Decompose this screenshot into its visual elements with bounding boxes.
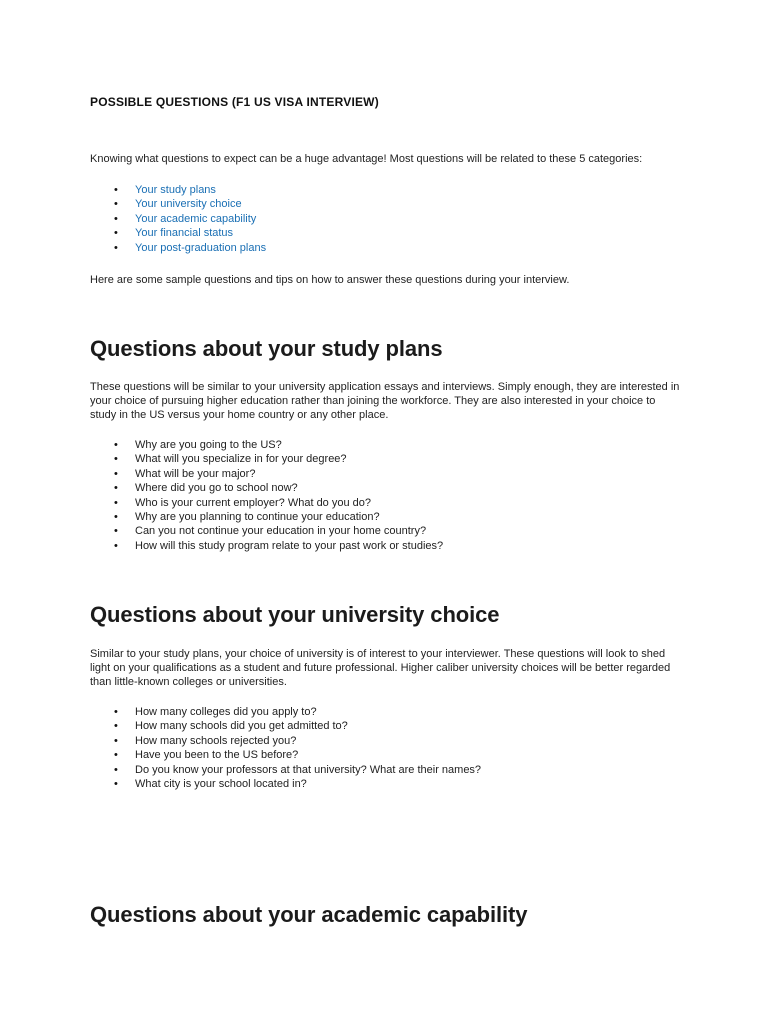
- question-list-university-choice: [90, 705, 481, 791]
- list-item: • What will you specialize in for your degree?: [90, 452, 443, 466]
- section-heading-university-choice: Questions about your university choice: [90, 602, 500, 627]
- list-item: • Have you been to the US before?: [90, 748, 481, 762]
- list-item: • Can you not continue your education in your home country?: [90, 524, 443, 538]
- category-item-university-choice[interactable]: • Your university choice: [90, 197, 266, 211]
- list-item: • How will this study program relate to your past work or studies?: [90, 539, 443, 553]
- list-item: • How many colleges did you apply to?: [90, 705, 481, 719]
- intro-paragraph: Knowing what questions to expect can be a huge advantage! Most questions will be related to these 5 categories:: [90, 153, 643, 165]
- list-item: • What will be your major?: [90, 467, 443, 481]
- category-list: [90, 183, 266, 255]
- section-heading-study-plans: Questions about your study plans: [90, 336, 443, 361]
- list-item: • Where did you go to school now?: [90, 481, 443, 495]
- section-heading-academic-capability: Questions about your academic capability: [90, 902, 528, 927]
- category-item-academic-capability[interactable]: • Your academic capability: [90, 212, 266, 226]
- question-list-study-plans: [90, 438, 443, 553]
- list-item: • Do you know your professors at that university? What are their names?: [90, 763, 481, 777]
- list-item: • Why are you planning to continue your education?: [90, 510, 443, 524]
- list-item: • Who is your current employer? What do you do?: [90, 496, 443, 510]
- list-item: • How many schools rejected you?: [90, 734, 481, 748]
- list-item: • What city is your school located in?: [90, 777, 481, 791]
- list-item: • How many schools did you get admitted to?: [90, 719, 481, 733]
- category-item-post-graduation-plans[interactable]: • Your post-graduation plans: [90, 241, 266, 255]
- category-item-financial-status[interactable]: • Your financial status: [90, 226, 266, 240]
- category-item-study-plans[interactable]: • Your study plans: [90, 183, 266, 197]
- section-paragraph-study-plans: These questions will be similar to your university application essays and interviews. Simply enough, they are interested in your choice of pursuing higher education rather than joining the workforce. They are also interested in your choice to study in the US versus your home country or any other place.: [90, 381, 680, 421]
- tips-intro-paragraph: Here are some sample questions and tips on how to answer these questions during your interview.: [90, 274, 570, 286]
- document-title: POSSIBLE QUESTIONS (F1 US VISA INTERVIEW): [90, 95, 379, 109]
- section-paragraph-university-choice: Similar to your study plans, your choice of university is of interest to your interviewer. These questions will look to shed light on your qualifications as a student and future professional. Higher caliber university choices will be better regarded than little-known colleges or universities.: [90, 648, 671, 688]
- list-item: • Why are you going to the US?: [90, 438, 443, 452]
